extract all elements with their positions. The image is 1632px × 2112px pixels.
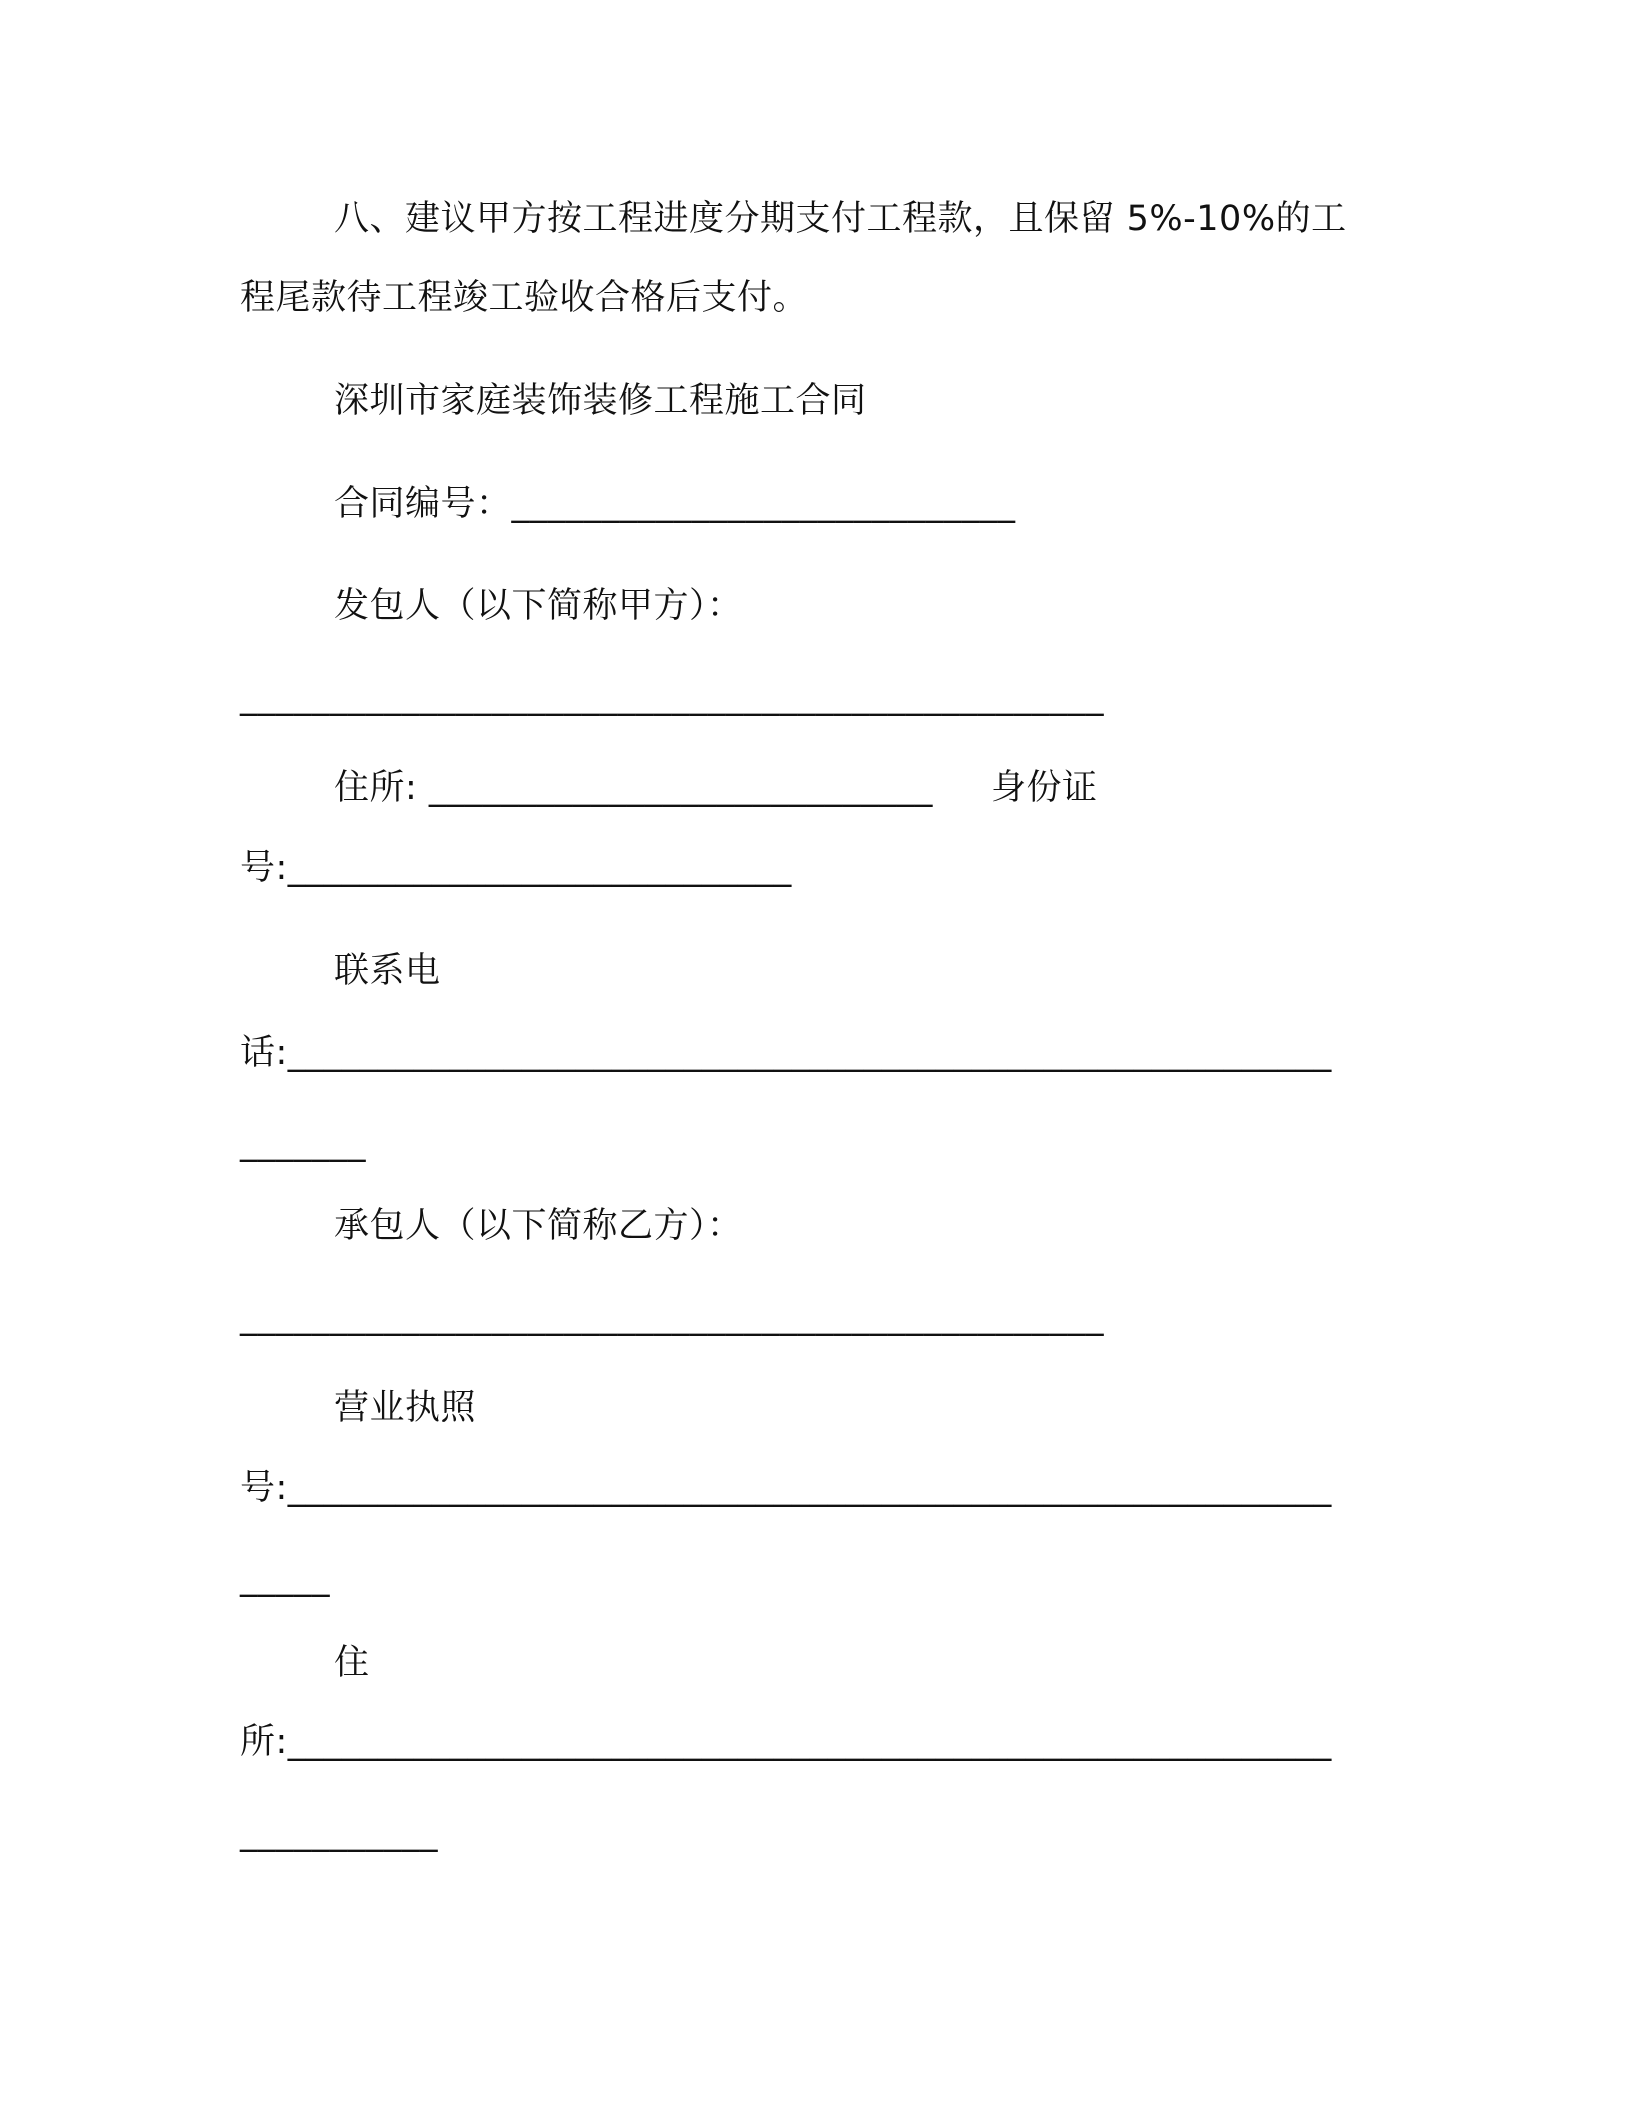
party-b-name-blank: ________________________________________________ <box>240 1297 1104 1337</box>
party-b-address-field-cont: ___________ <box>240 1813 438 1853</box>
business-license-field-cont: _____ <box>240 1558 330 1598</box>
clause-eight-line-1: 八、建议甲方按工程进度分期支付工程款，且保留 5%-10%的工 <box>334 199 1347 239</box>
party-a-phone-label: 联系电 <box>334 951 441 991</box>
party-a-label: 发包人（以下简称甲方）： <box>334 586 743 626</box>
business-license-label: 营业执照 <box>334 1388 477 1428</box>
contract-number-field: 合同编号：____________________________ <box>334 484 1016 524</box>
party-b-address-field: 所:__________________________________________________________ <box>240 1722 1332 1762</box>
party-b-address-label: 住 <box>334 1643 370 1683</box>
party-a-id-number-field: 号:____________________________ <box>240 848 792 888</box>
party-a-phone-field-cont: _______ <box>240 1123 366 1163</box>
business-license-field: 号:__________________________________________________________ <box>240 1468 1332 1508</box>
party-b-label: 承包人（以下简称乙方）： <box>334 1206 743 1246</box>
party-a-name-blank: ________________________________________________ <box>240 677 1104 717</box>
party-a-address-id-line: 住所: ____________________________ 身份证 <box>334 768 1098 808</box>
party-a-phone-field: 话:__________________________________________________________ <box>240 1033 1332 1073</box>
contract-title: 深圳市家庭装饰装修工程施工合同 <box>334 381 867 421</box>
clause-eight-line-2: 程尾款待工程竣工验收合格后支付。 <box>240 278 809 318</box>
